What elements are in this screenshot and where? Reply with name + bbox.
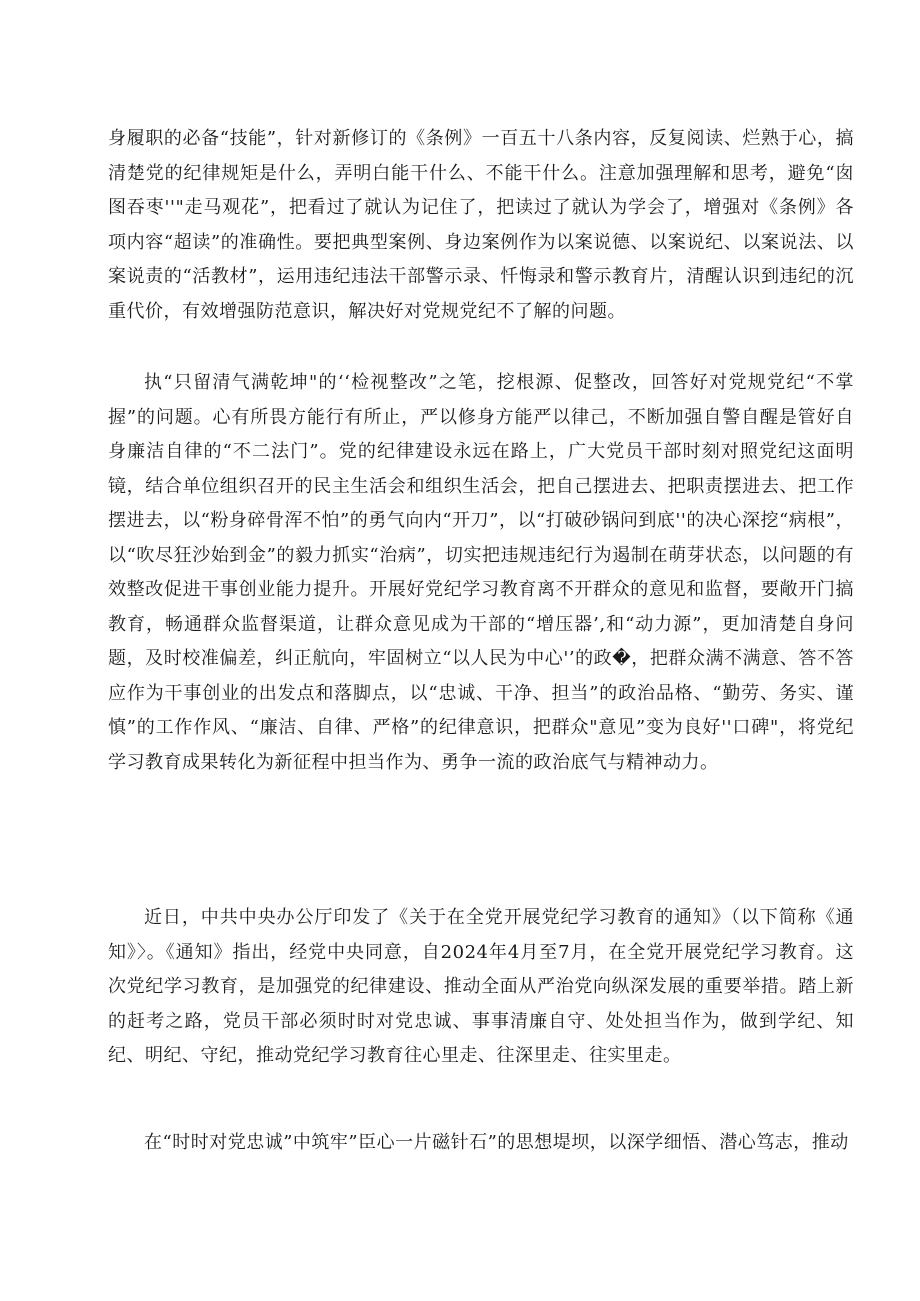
paragraph-1: 身履职的必备“技能”，针对新修订的《条例》一百五十八条内容，反复阅读、烂熟于心，搞清楚党的纪律规矩是什么，弄明白能干什么、不能干什么。注意加强理解和思考，避免“囱图吞枣''"走马观花”，把看过了就认为记住了，把读过了就认为学会了，增强对《条例》各项内容“超读”的准确性。要把典型案例、身边案例作为以案说德、以案说纪、以案说法、以案说责的“活教材”，运用违纪违法干部警示录、忏悔录和警示教育片，清醒认识到违纪的沉重代价，有效增强防范意识，解决好对党规党纪不了解的问题。 (108, 128, 854, 322)
paragraph-3: 近日，中共中央办公厅印发了《关于在全党开展党纪学习教育的通知》（以下简称《通知》〉。《通知》指出，经党中央同意，自2024年4月至7月，在全党开展党纪学习教育。这次党纪学习教育，是加强党的纪律建设、推动全面从严治党向纵深发展的重要举措。踏上新的赶考之路，党员干部必须时时对党忠诚、事事清廉自守、处处担当作为，做到学纪、知纪、明纪、守纪，推动党纪学习教育往心里走、往深里走、往实里走。 (108, 907, 854, 1066)
paragraph-2: 执“只留清气满乾坤"的‘‘检视整改”之笔，挖根源、促整改，回答好对党规党纪“不掌握”的问题。心有所畏方能行有所止，严以修身方能严以律己，不断加强自警自醒是管好自身廉洁自律的“不二法门”。党的纪律建设永远在路上，广大党员干部时刻对照党纪这面明镜，结合单位组织召开的民主生活会和组织生活会，把自己摆进去、把职责摆进去、把工作摆进去，以“粉身碎骨浑不怕”的勇气向内“开刀”，以“打破砂锅问到底''的决心深挖“病根”，以“吹尽狂沙始到金”的毅力抓实“治病”，切实把违规违纪行为遏制在萌芽状态，以问题的有效整改促进干事创业能力提升。开展好党纪学习教育离不开群众的意见和监督，要敞开门搞教育，畅通群众监督渠道，让群众意见成为干部的“增压器’,和“动力源”，更加清楚自身问题，及时校准偏差，纠正航向，牢固树立“以人民为中心'’的政�，把群众满不满意、答不答应作为干事创业的出发点和落脚点，以“忠诚、干净、担当”的政治品格、“勤劳、务实、谨慎”的工作作风、“廉洁、自律、严格”的纪律意识，把群众"意见”变为良好''口碑"，将党纪学习教育成果转化为新征程中担当作为、勇争一流的政治底气与精神动力。 (108, 372, 854, 773)
paragraph-4: 在“时时对党忠诚”中筑牢”臣心一片磁针石”的思想堤坝，以深学细悟、潜心笃志，推动 (144, 1132, 849, 1153)
